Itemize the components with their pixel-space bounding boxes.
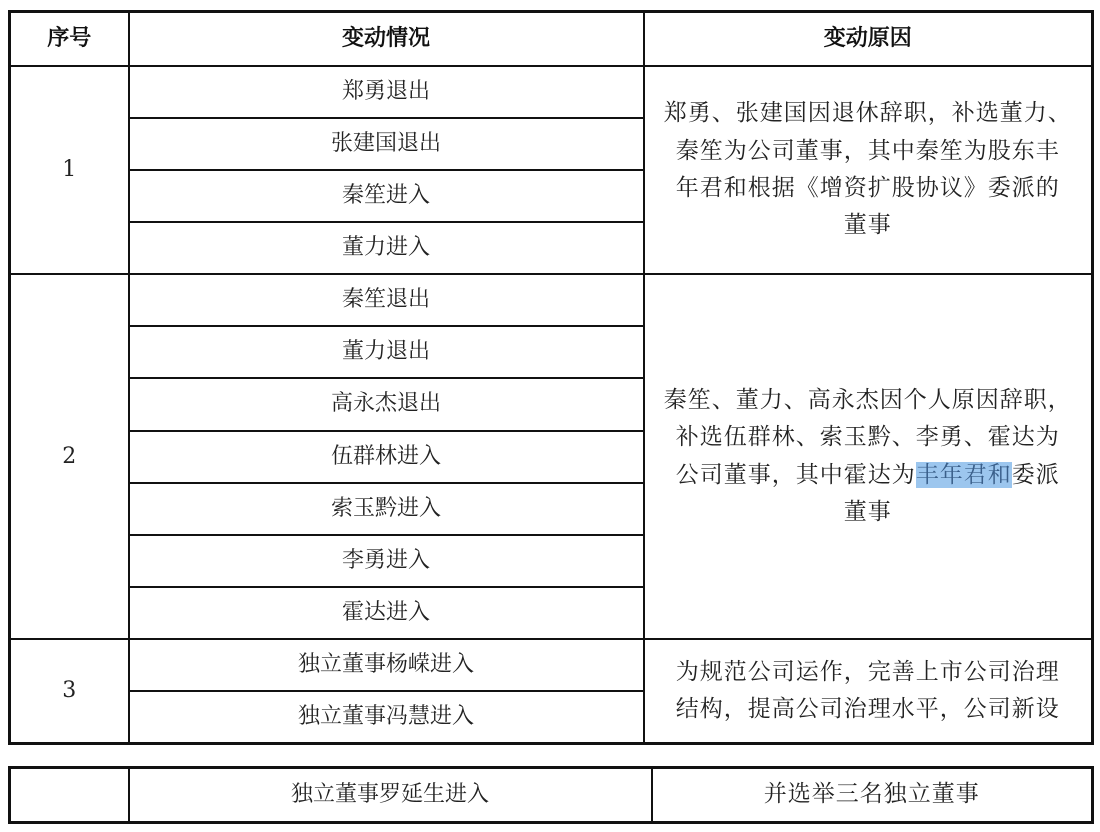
change-cell: 秦笙退出 (129, 274, 644, 326)
reason-line: 结构，提高公司治理水平，公司新设 (675, 696, 1060, 723)
change-cell: 索玉黔进入 (129, 483, 644, 535)
change-cell: 独立董事冯慧进入 (129, 691, 644, 743)
header-index: 序号 (10, 12, 129, 66)
change-cell: 董力进入 (129, 222, 644, 274)
change-cell: 高永杰退出 (129, 378, 644, 430)
reason-line: 公司董事，其中霍达为 (675, 461, 916, 488)
header-change: 变动情况 (129, 12, 644, 66)
table-row (10, 639, 1093, 691)
reason-line: 年君和根据《增资扩股协议》委派的 (675, 174, 1060, 201)
reason-cell: 并选举三名独立董事 (652, 768, 1093, 823)
change-cell: 独立董事罗延生进入 (129, 768, 652, 823)
row-index-empty (10, 768, 129, 823)
change-cell: 伍群林进入 (129, 431, 644, 483)
reason-cell (644, 639, 1093, 743)
row-index: 1 (10, 66, 129, 275)
change-cell: 董力退出 (129, 326, 644, 378)
header-reason: 变动原因 (644, 12, 1093, 66)
change-cell: 独立董事杨嵘进入 (129, 639, 644, 691)
reason-line: 为规范公司运作，完善上市公司治理 (675, 658, 1060, 685)
highlighted-text[interactable]: 丰年君和 (915, 461, 1012, 488)
change-cell: 霍达进入 (129, 587, 644, 639)
continuation-table (8, 766, 1094, 824)
table-row (10, 274, 1093, 326)
reason-line: 补选伍群林、索玉黔、李勇、霍达为 (675, 424, 1060, 451)
director-change-table (8, 10, 1094, 745)
change-cell: 秦笙进入 (129, 170, 644, 222)
reason-line: 秦笙、董力、高永杰因个人原因辞职， (663, 387, 1072, 414)
change-cell: 李勇进入 (129, 535, 644, 587)
reason-line: 董事 (843, 212, 892, 239)
header-row (10, 12, 1093, 66)
row-index: 3 (10, 639, 129, 743)
row-index: 2 (10, 274, 129, 639)
reason-line: 秦笙为公司董事，其中秦笙为股东丰 (675, 137, 1060, 164)
table-row (10, 66, 1093, 118)
table-row (10, 768, 1093, 823)
reason-cell (644, 66, 1093, 275)
reason-line: 郑勇、张建国因退休辞职，补选董力、 (663, 100, 1072, 127)
reason-cell (644, 274, 1093, 639)
change-cell: 郑勇退出 (129, 66, 644, 118)
reason-line: 董事 (843, 498, 892, 525)
reason-line: 委派 (1011, 461, 1060, 488)
change-cell: 张建国退出 (129, 118, 644, 170)
